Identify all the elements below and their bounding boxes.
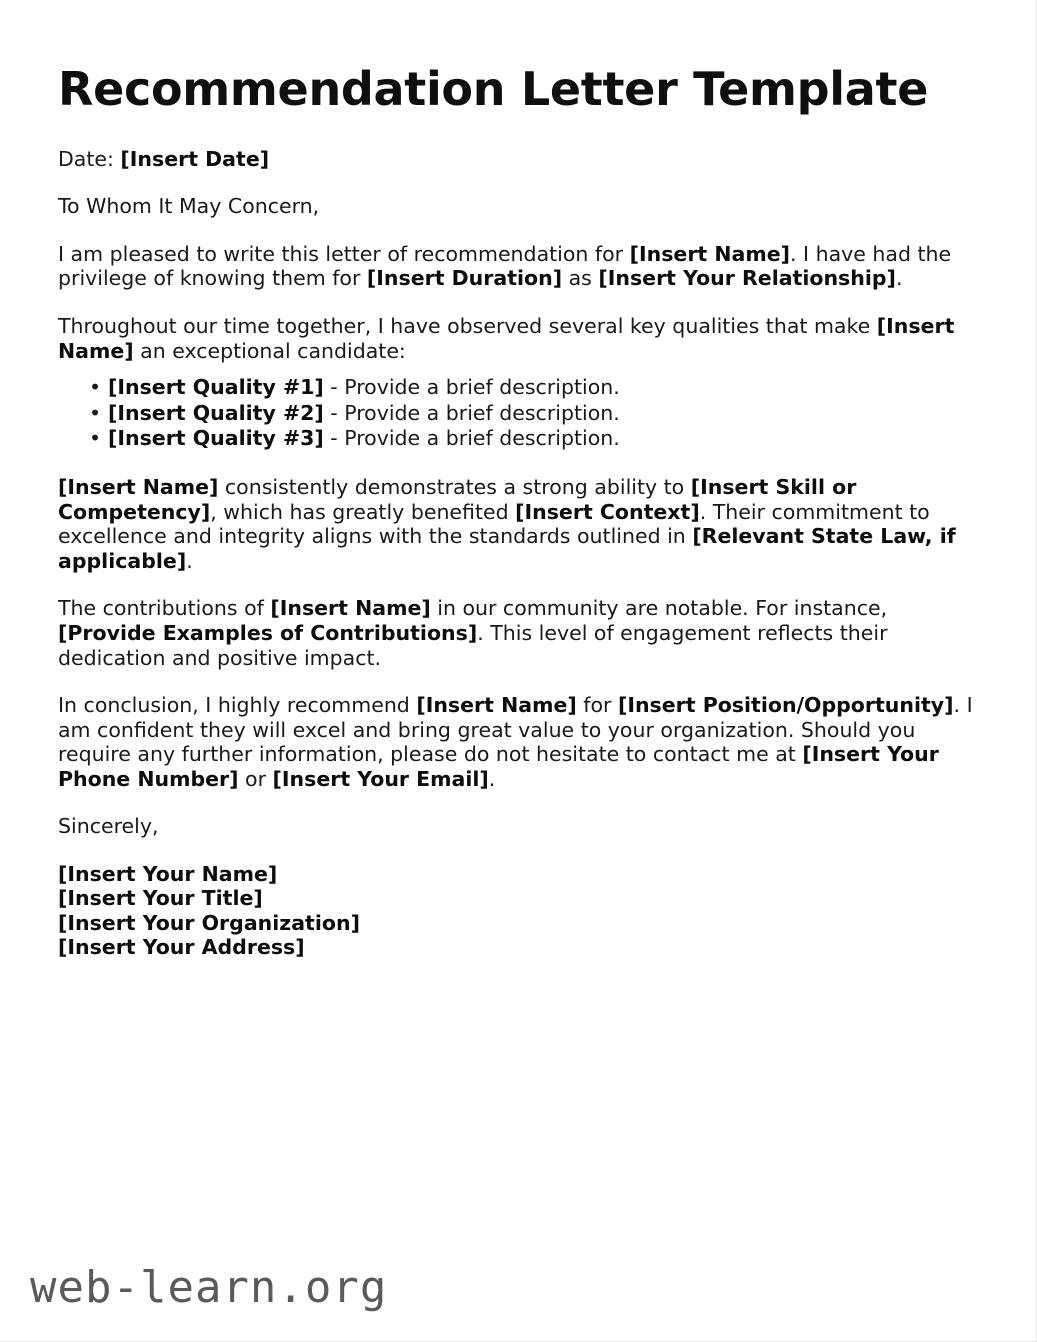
placeholder-skill-competency: [Insert Skill or Competency]: [58, 474, 857, 524]
page-title: Recommendation Letter Template: [58, 62, 929, 116]
quality-description: - Provide a brief description.: [323, 400, 620, 425]
placeholder-insert-duration: [Insert Duration]: [366, 266, 563, 291]
site-watermark: web-learn.org: [30, 1262, 388, 1313]
text-segment: in our community are notable. For instance,: [430, 596, 888, 621]
text-segment: consistently demonstrates a strong ability to: [218, 474, 691, 499]
date-placeholder: [Insert Date]: [120, 146, 270, 171]
qualities-list: [58, 363, 983, 451]
placeholder-position-opportunity: [Insert Position/Opportunity]: [617, 693, 954, 718]
letter-body: [58, 0, 983, 959]
paragraph-conclusion: [58, 670, 983, 791]
list-item: [58, 401, 983, 426]
placeholder-insert-name: [Insert Name]: [416, 693, 577, 718]
placeholder-insert-relationship: [Insert Your Relationship]: [598, 266, 896, 291]
placeholder-insert-name: [Insert Name]: [58, 474, 219, 499]
bullet-icon: •: [89, 426, 102, 451]
signature-line: [Insert Your Title]: [58, 886, 263, 911]
placeholder-insert-name: [Insert Name]: [270, 596, 431, 621]
paragraph-contributions: [58, 573, 983, 670]
text-segment: In conclusion, I highly recommend: [58, 693, 417, 718]
paragraph-qualities-intro: [58, 291, 983, 363]
placeholder-insert-name: [Insert Name]: [58, 313, 955, 363]
placeholder-quality: [Insert Quality #3]: [108, 426, 324, 451]
text-segment: .: [488, 766, 496, 791]
paragraph-skills: [58, 452, 983, 573]
text-segment: The contributions of: [58, 596, 271, 621]
placeholder-insert-name: [Insert Name]: [629, 241, 790, 266]
signature-line: [Insert Your Address]: [58, 934, 305, 959]
signature-line: [Insert Your Name]: [58, 862, 278, 887]
text-segment: I am pleased to write this letter of recommendation for: [58, 241, 630, 266]
placeholder-examples-contributions: [Provide Examples of Contributions]: [58, 620, 478, 645]
bullet-icon: •: [89, 400, 102, 425]
quality-description: - Provide a brief description.: [323, 375, 620, 400]
text-segment: .: [895, 266, 903, 291]
text-segment: .: [186, 548, 193, 573]
placeholder-quality: [Insert Quality #2]: [108, 400, 324, 425]
paragraph-intro: [58, 219, 983, 291]
placeholder-phone-number: [Insert Your Phone Number]: [58, 742, 939, 791]
list-item: [58, 426, 983, 451]
text-segment: an exceptional candidate:: [133, 338, 406, 363]
text-segment: as: [562, 266, 599, 291]
quality-description: - Provide a brief description.: [323, 426, 620, 451]
placeholder-email: [Insert Your Email]: [272, 766, 489, 791]
text-segment: . I am confident they will excel and bring great value to your organization. Should you require any further information, please do not hesitate to contact me at: [58, 693, 973, 767]
closing: Sincerely,: [58, 814, 159, 839]
salutation: To Whom It May Concern,: [58, 194, 320, 219]
text-segment: . I have had the privilege of knowing them for: [58, 241, 952, 291]
list-item: [58, 375, 983, 400]
date-label: Date:: [58, 146, 121, 171]
signature-block: [58, 839, 983, 959]
placeholder-insert-context: [Insert Context]: [515, 499, 700, 524]
text-segment: . Their commitment to excellence and integrity aligns with the standards outlined in: [58, 499, 930, 549]
text-segment: for: [576, 693, 618, 718]
text-segment: . This level of engagement reflects their dedication and positive impact.: [58, 620, 888, 670]
text-segment: , which has greatly benefited: [210, 499, 516, 524]
placeholder-state-law: [Relevant State Law, if applicable]: [58, 524, 956, 573]
bullet-icon: •: [89, 375, 102, 400]
text-segment: Throughout our time together, I have observed several key qualities that make: [58, 313, 877, 338]
text-segment: or: [238, 766, 273, 791]
date-line: [58, 115, 983, 172]
signature-line: [Insert Your Organization]: [58, 910, 360, 935]
placeholder-quality: [Insert Quality #1]: [108, 375, 324, 400]
